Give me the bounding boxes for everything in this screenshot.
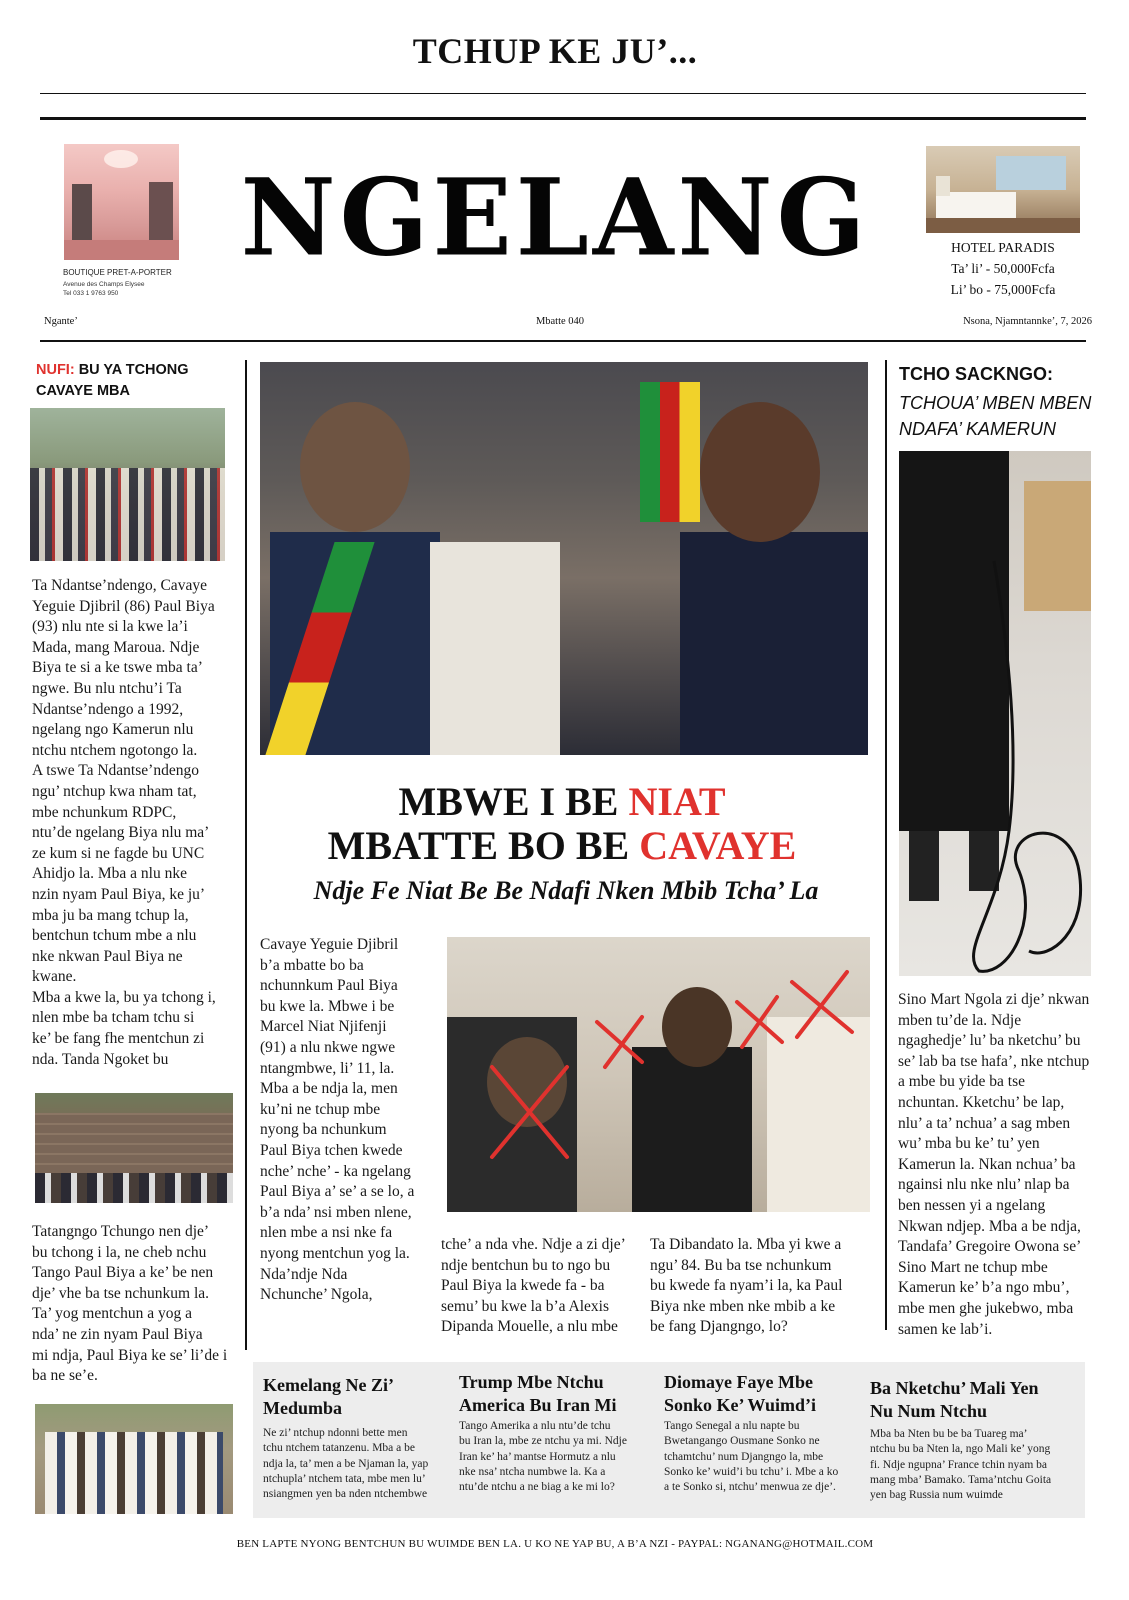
whip-shape <box>899 451 1091 976</box>
lead-headline-line1a: MBWE I BE <box>398 779 629 824</box>
lead-headline-line1b: NIAT <box>628 779 726 824</box>
brief-2-text: Tango Amerika a nlu ntu’de tchu bu Iran la, mbe ze ntchu ya mi. Ndje Iran ke’ ha’ mantse Hormutz a nlu nke nsa’ ntcha numbwe la. Ka a ntu’de ntchu a ne biag a ke mi lo? <box>459 1420 627 1494</box>
right-article-text: Sino Mart Ngola zi dje’ nkwan mben tu’de la. Ndje ngaghedje’ lu’ ba nketchu’ bu se’ lab ba tse hafa’, nke ntchup a mbe bu yide ba tse nchuntan. Kketchu’ be lap, nlu’ a ta’ nchua’ a sag mben wu’ mba bu ke’ tu’ yen Kamerun la. Nkan nchua’ ba ngainsi nlu nke nlu’ nlap ba ben nessen yi a ngelang Nkwan ndjep. Mba a be ndja, Tandafa’ Gregoire Owona se’ Sino Mart ne tchup mbe Kamerun ke’ b’a ngo mbu’, mbe men ghe jukebwo, mba samen ke lab’i. <box>898 991 1090 1338</box>
lead-column1: Cavaye Yeguie Djibril b’a mbatte bo ba nchunnkum Paul Biya bu kwe la. Mbwe i be Marcel Niat Njifenji (91) a nlu nkwe ngwe ntangmbwe, li’ 11, la. Mba a be ndja la, men ku’ni ne tchup mbe nyong ba nchunkum Paul Biya tchen kwede nche’ nche’ - ka ngelang Paul Biya a’ se’ a se lo, a b’a nda’ nsi mben nlene, nlen mbe a nsi nke fa nyong mentchun yog la. Nda’ndje Nda Nchunche’ Ngola, <box>260 936 415 1304</box>
dignitaries-walking-image <box>35 1404 233 1514</box>
lead-column2: tche’ a nda vhe. Ndje a zi dje’ ndje bentchun bu to ngo bu Paul Biya la kwede fa - ba semu’ bu kwe la b’a Alexis Dipanda Mouelle, a nlu mbe <box>441 1236 626 1336</box>
brief-3-text: Tango Senegal a nlu napte bu Bwetangango Ousmane Sonko ne tchamtchu’ num Djangngo la, mbe Sonko ke’ wuid’i bu tchu’ i. Mbe a ko a te Sonko si, ntchu’ menwua ze dje’. <box>664 1420 839 1494</box>
brief-4-text: Mba ba Nten bu be ba Tuareg ma’ ntchu bu ba Nten la, ngo Mali ke’ yong fi. Ndje ngupna’ France tchin nyam ba mang mba’ Bamako. Tama’ntchu Goita yen bag Russia num wuimde <box>870 1428 1052 1502</box>
brief-3 <box>664 1371 868 1495</box>
left-heading-line2: CAVAYE MBA <box>36 383 130 399</box>
brief-4 <box>870 1377 1082 1503</box>
boutique-ad-image <box>64 144 179 260</box>
hotel-ad-price2: Li’ bo - 75,000Fcfa <box>950 282 1056 297</box>
brief-1-title: Kemelang Ne Zi’ Medumba <box>263 1375 394 1418</box>
dateline-center: Mbatte 040 <box>535 316 585 327</box>
dateline-right: Nsona, Njamntannke’, 7, 2026 <box>963 316 1092 327</box>
right-subheading-line1: TCHOUA’ MBEN MBEN <box>899 393 1092 413</box>
lead-headline <box>262 780 862 868</box>
boutique-ad-address: Avenue des Champs Elysee <box>63 281 145 288</box>
handshake-ceremony-image <box>260 362 868 755</box>
crowd-gathering-image <box>30 408 225 561</box>
stone-wall-image <box>35 1093 233 1203</box>
masthead-title: NGELANG <box>240 154 870 281</box>
brief-1-text: Ne zi’ ntchup ndonni bette men tchu ntchem tatanzenu. Mba a be ndja la, ta’ men a be Njaman la, yap ntchupla’ ntchem tata, mbe men lu’ nsiangmen yen ba nden ntchembwe <box>263 1427 429 1501</box>
footer-text: BEN LAPTE NYONG BENTCHUN BU WUIMDE BEN LA. U KO NE YAP BU, A B’A NZI - PAYPAL: NGANANG@HOTMAIL.COM <box>236 1538 874 1550</box>
brief-4-title: Ba Nketchu’ Mali Yen Nu Num Ntchu <box>870 1378 1039 1421</box>
cross-marks-overlay <box>447 937 870 1212</box>
left-heading-tag: NUFI: <box>36 362 75 378</box>
brief-2 <box>459 1371 657 1495</box>
rule-thin <box>40 93 1086 94</box>
right-subheading-line2: NDAFA’ KAMERUN <box>899 419 1057 439</box>
lead-headline-line2b: CAVAYE <box>639 823 797 868</box>
kicker: TCHUP KE JU’... <box>412 31 698 71</box>
archive-crossed-out-image <box>447 937 870 1212</box>
rule-thick <box>40 117 1086 120</box>
hotel-ad-price1: Ta’ li’ - 50,000Fcfa <box>951 261 1055 276</box>
person-with-whip-image <box>899 451 1091 976</box>
dateline-left: Ngante’ <box>44 316 78 327</box>
left-article-text1: Ta Ndantse’ndengo, Cavaye Yeguie Djibril (86) Paul Biya (93) nlu nte si la kwe la’i Mada, mang Maroua. Ndje Biya te si a ke tswe mba ta’ ngwe. Bu nlu ntchu’i Ta Ndantse’ndengo a 1992, ngelang ngo Kamerun nlu ntchu ntchem ngotongo la. A tswe Ta Ndantse’ndengo ngu’ ntchup kwa nham tat, mbe nchunkum RDPC, ntu’de ngelang Biya nlu ma’ ze kum si ne fagde bu UNC Ahidjo la. Mba a nlu nke nzin nyam Paul Biya, ke ju’ mba ju ba mang tchup la, bentchun tchum mbe a nlu nke nkwan Paul Biya ne kwane. Mba a kwe la, bu ya tchong i, nlen mbe ba tcham tchu si ke’ be fang fhe mentchun zi nda. Tanda Ngoket bu <box>32 577 216 1068</box>
boutique-ad-name: BOUTIQUE PRET-A-PORTER <box>63 268 172 277</box>
lead-column3: Ta Dibandato la. Mba yi kwe a ngu’ 84. Bu ba tse nchunkum bu kwede fa nyam’i la, ka Paul Biya nke mben nke mbib a ke be fang Djangngo, lo? <box>650 1236 843 1336</box>
right-subheading <box>899 390 1091 442</box>
brief-1 <box>263 1374 461 1502</box>
left-column-divider <box>245 360 247 1350</box>
left-heading-line1: BU YA TCHONG <box>74 362 189 378</box>
left-article-text2: Tatangngo Tchungo nen dje’ bu tchong i la, ne cheb nchu Tango Paul Biya a ke’ be nen dje’ vhe ba tse nchunkum la. Ta’ yog mentchun a yog a nda’ ne zin nyam Paul Biya mi ndja, Paul Biya ke se’ li’de i ba ne se’e. <box>32 1223 228 1385</box>
brief-3-title: Diomaye Faye Mbe Sonko Ke’ Wuimd’i <box>664 1372 817 1415</box>
hotel-ad-image <box>926 146 1080 233</box>
dateline-rule <box>40 340 1086 342</box>
brief-2-title: Trump Mbe Ntchu America Bu Iran Mi <box>459 1372 617 1415</box>
left-heading <box>36 360 241 402</box>
hotel-ad-name: HOTEL PARADIS <box>951 240 1055 255</box>
boutique-ad-phone: Tel 033 1 9763 950 <box>63 290 119 297</box>
right-heading: TCHO SACKNGO: <box>899 364 1053 384</box>
lead-subheadline: Ndje Fe Niat Be Be Ndafi Nken Mbib Tcha’ La <box>313 876 819 905</box>
lead-headline-line2a: MBATTE BO BE <box>327 823 640 868</box>
right-column-divider <box>885 360 887 1330</box>
